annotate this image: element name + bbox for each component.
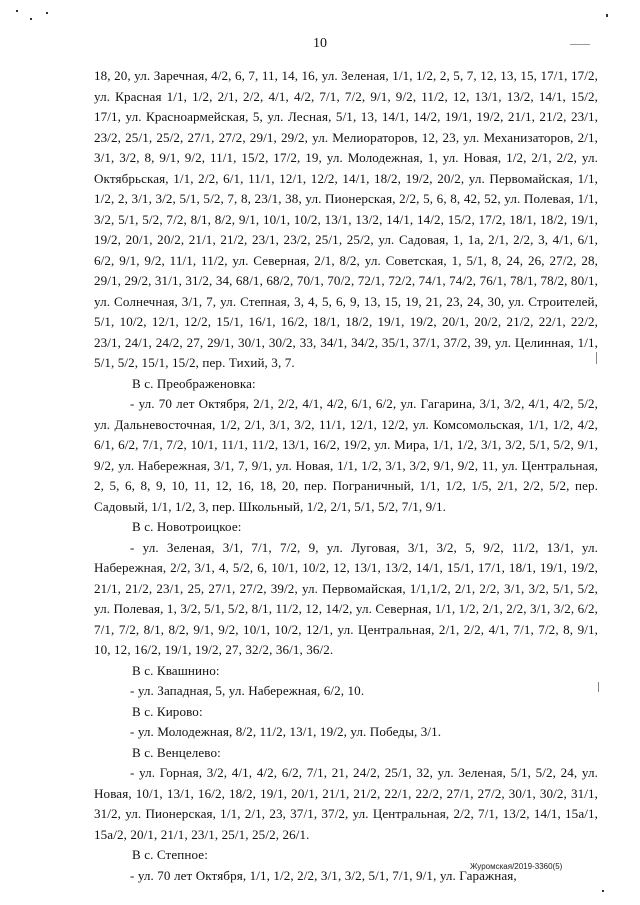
document-footer-code: Журомская/2019-3360(5) — [470, 862, 563, 871]
scan-speck — [16, 10, 18, 12]
scan-speck — [606, 14, 608, 17]
scan-speck — [30, 18, 32, 20]
address-paragraph: - ул. Молодежная, 8/2, 11/2, 13/1, 19/2, ул. Победы, 3/1. — [130, 724, 442, 739]
address-paragraph: - ул. 70 лет Октября, 2/1, 2/2, 4/1, 4/2, 6/1, 6/2, ул. Гагарина, 3/1, 3/2, 4/1, 4/2, 5/2, ул. Дальневосточная, 1/2, 2/1, 3/1, 3/2, 11/1, 12/1, 12/2, ул. Комсомольская, 1/1, 1/2, 4/2, 6/1, 6/2, 7/1, 7/2, 10/1, 11/1, 11/2, 13/1, 16/2, 19/2, ул. Мира, 1/1, 1/2, 3/1, 3/2, 5/1, 5/2, 9/1, 9/2, ул. Набережная, 3/1, 7, 9/1, ул. Новая, 1/1, 1/2, 3/1, 3/2, 9/1, 9/2, 11, ул. Центральная, 2, 5, 6, 8, 9, 10, 11, 12, 16, 18, 20, пер. Пограничный, 1/1, 1/2, 1/5, 2/1, 2/2, 5/2, пер. Садовый, 1/1, 1/2, 3, пер. Школьный, 1/2, 2/1, 5/1, 5/2, 7/1, 9/1. — [94, 396, 598, 514]
page-number: 10 — [313, 36, 327, 51]
village-heading: В с. Новотроицкое: — [132, 519, 242, 534]
village-heading: В с. Венцелево: — [132, 744, 221, 760]
address-paragraph: - ул. Зеленая, 3/1, 7/1, 7/2, 9, ул. Луговая, 3/1, 3/2, 5, 9/2, 11/2, 13/1, ул. Набережная, 2/2, 3/1, 4, 5/2, 6, 10/1, 10/2, 12, 13/1, 13/2, 14/1, 15/1, 17/1, 18/1, 19/1, 19/2, 21/1, 21/2, 23/1, 25, 27/1, 27/2, 39/2, ул. Первомайская, 1/1,1/2, 2/1, 2/2, 3/1, 3/2, 5/1, 5/2, ул. Полевая, 1, 3/2, 5/1, 5/2, 8/1, 11/2, 12, 14/2, ул. Северная, 1/1, 1/2, 2/1, 2/2, 3/1, 3/2, 6/2, 7/1, 7/2, 8/1, 8/2, 9/1, 9/2, 10/1, 10/2, 12/1, ул. Центральная, 2/1, 2/2, 4/1, 7/1, 7/2, 8, 9/1, 10, 12, 16/2, 19/1, 19/2, 27, 32/2, 36/1, 36/2. — [94, 539, 598, 657]
address-paragraph: 18, 20, ул. Заречная, 4/2, 6, 7, 11, 14, 16, ул. Зеленая, 1/1, 1/2, 2, 5, 7, 12, 13, 15, 17/1, 17/2, ул. Красная 1/1, 1/2, 2/1, 2/2, 4/1, 4/2, 7/1, 7/2, 9/1, 9/2, 11/2, 12, 13/1, 13/2, 14/1, 15/2, 17/1, ул. Красноармейская, 5, ул. Лесная, 5/1, 13, 14/1, 14/2, 19/1, 19/2, 21/1, 21/2, 23/1, 23/2, 25/1, 25/2, 27/1, 27/2, 29/1, 29/2, ул. Мелиораторов, 12, 23, ул. Механизаторов, 2/1, 3/1, 3/2, 8, 9/1, 9/2, 11/1, 15/2, 17/2, 19, ул. Молодежная, 1, ул. Новая, 1/2, 2/1, 2/2, ул. Октябрьская, 1/1, 2/2, 6/1, 11/1, 12/1, 12/2, 14/1, 18/2, 19/2, 20/2, ул. Первомайская, 1/1, 1/2, 2, 3/1, 3/2, 5/1, 5/2, 7, 8, 23/1, 38, ул. Пионерская, 2/2, 5, 6, 8, 42, 52, ул. Полевая, 1/1, 3/2, 5/1, 5/2, 7/2, 8/1, 8/2, 9/1, 10/1, 10/2, 13/1, 13/2, 14/1, 14/2, 15/2, 17/2, 18/1, 18/2, 19/1, 19/2, 20/1, 20/2, 21/1, 21/2, 23/1, 23/2, 25/1, 25/2, ул. Садовая, 1, 1а, 2/1, 2/2, 3, 4/1, 6/1, 6/2, 9/1, 9/2, 11/1, 11/2, ул. Северная, 2/1, 8/2, ул. Советская, 1, 5/1, 8, 24, 26, 27/2, 28, 29/1, 29/2, 31/1, 31/2, 34, 68/1, 68/2, 70/1, 70/2, 72/1, 72/2, 74/1, 74/2, 76/1, 78/1, 78/2, 80/1, ул. Солнечная, 3/1, 7, ул. Степная, 3, 4, 5, 6, 9, 13, 15, 19, 21, 23, 24, 30, ул. Строителей, 5/1, 10/2, 12/1, 12/2, 15/1, 16/1, 16/2, 18/1, 18/2, 19/1, 19/2, 20/1, 20/2, 21/2, 22/1, 22/2, 23/1, 24/1, 24/2, 27, 29/1, 30/1, 30/2, 33, 34/1, 34/2, 35/1, 37/1, 37/2, 39, ул. Целинная, 1/1, 5/1, 5/2, 15/1, 15/2, пер. Тихий, 3, 7. — [94, 68, 598, 370]
address-paragraph: - ул. Горная, 3/2, 4/1, 4/2, 6/2, 7/1, 21, 24/2, 25/1, 32, ул. Зеленая, 5/1, 5/2, 24, ул. Новая, 10/1, 13/1, 16/2, 18/2, 19/1, 20/1, 21/1, 21/2, 22/1, 22/2, 27/1, 27/2, 30/1, 30/2, 31/1, 31/2, ул. Пионерская, 1/1, 2/1, 23, 37/1, 37/2, ул. Центральная, 2/2, 7/1, 13/2, 14/1, 15а/1, 15а/2, 20/1, 21/1, 23/1, 25/1, 25/2, 26/1. — [94, 765, 598, 842]
scan-speck — [602, 890, 604, 892]
scan-speck — [46, 12, 48, 14]
village-heading: В с. Квашнино: — [132, 662, 220, 678]
village-heading: В с. Степное: — [132, 847, 208, 862]
scan-speck — [598, 682, 599, 692]
document-body — [94, 66, 598, 886]
address-paragraph: - ул. 70 лет Октября, 1/1, 1/2, 2/2, 3/1, 3/2, 5/1, 7/1, 9/1, ул. Гаражная, — [130, 867, 517, 883]
address-paragraph: - ул. Западная, 5, ул. Набережная, 6/2, 10. — [130, 683, 365, 698]
village-heading: В с. Кирово: — [132, 703, 203, 719]
village-heading: В с. Преображеновка: — [132, 375, 256, 391]
